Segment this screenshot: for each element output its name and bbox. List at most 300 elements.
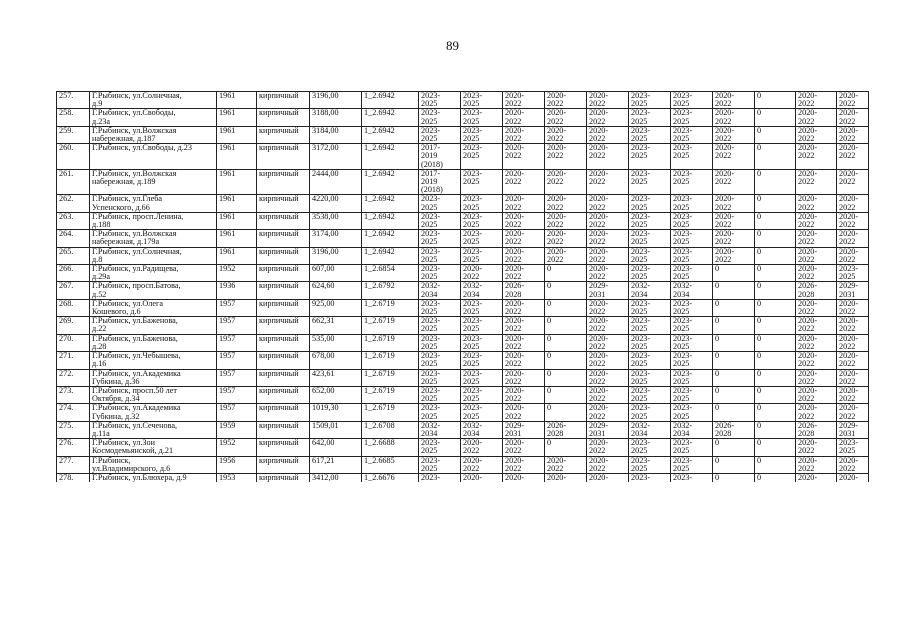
- cell-period-2: 2023- 2025: [461, 126, 503, 143]
- cell-period-2: 2023- 2025: [461, 212, 503, 229]
- cell-period-1: 2023- 2025: [419, 369, 461, 386]
- cell-year-built: 1952: [217, 265, 257, 282]
- cell-period-7: 2023- 2025: [671, 212, 713, 229]
- cell-period-6: 2023- 2025: [629, 169, 671, 195]
- cell-period-1: 2023- 2025: [419, 265, 461, 282]
- cell-period-6: 2023- 2025: [629, 439, 671, 456]
- cell-wall-material: кирпичный: [257, 282, 310, 299]
- cell-period-10: 2020- 2022: [796, 230, 837, 247]
- cell-period-4: 2020- 2022: [545, 92, 587, 109]
- cell-period-10: 2020- 2022: [796, 352, 837, 369]
- cell-period-1: 2023- 2025: [419, 230, 461, 247]
- cell-period-5: 2020- 2022: [587, 265, 629, 282]
- cell-period-4: 0: [545, 369, 587, 386]
- cell-period-6: 2023- 2025: [629, 317, 671, 334]
- cell-period-5: 2020- 2022: [587, 169, 629, 195]
- cell-period-4: 0: [545, 282, 587, 299]
- cell-period-1: 2023- 2025: [419, 212, 461, 229]
- cell-area: 2444,00: [310, 169, 362, 195]
- cell-period-1: 2032- 2034: [419, 282, 461, 299]
- cell-period-11: 2020- 2022: [837, 299, 869, 316]
- cell-code: 1_2.6719: [362, 352, 419, 369]
- cell-value-9: 0: [755, 334, 796, 351]
- cell-value-9: 0: [755, 144, 796, 170]
- cell-row-number: 261.: [57, 169, 90, 195]
- table-row: [57, 212, 869, 229]
- cell-period-11: 2020- 2022: [837, 352, 869, 369]
- page-number: 89: [446, 38, 459, 53]
- cell-period-6: 2023- 2025: [629, 352, 671, 369]
- cell-year-built: 1957: [217, 317, 257, 334]
- table-row: [57, 92, 869, 109]
- cell-period-3: 2026- 2028: [503, 282, 545, 299]
- table-row: [57, 247, 869, 264]
- cell-wall-material: кирпичный: [257, 404, 310, 421]
- cell-period-5: 2020- 2022: [587, 212, 629, 229]
- cell-period-11: 2020- 2022: [837, 109, 869, 126]
- cell-value-9: 0: [755, 247, 796, 264]
- table-row: [57, 299, 869, 316]
- cell-code: 1_2.6688: [362, 439, 419, 456]
- cell-period-10: 2020- 2022: [796, 299, 837, 316]
- cell-address: Г.Рыбинск, ул.Баженова, д.28: [90, 334, 217, 351]
- cell-period-6: 2023- 2025: [629, 265, 671, 282]
- table-row: [57, 169, 869, 195]
- cell-period-5: 2020- 2022: [587, 126, 629, 143]
- cell-row-number: 275.: [57, 421, 90, 438]
- cell-period-10: 2020- 2022: [796, 126, 837, 143]
- cell-period-10: 2020- 2022: [796, 456, 837, 473]
- cell-period-4: 0: [545, 317, 587, 334]
- cell-period-7: 2032- 2034: [671, 282, 713, 299]
- cell-period-7: 2023- 2025: [671, 439, 713, 456]
- cell-wall-material: кирпичный: [257, 144, 310, 170]
- cell-period-6: 2023- 2025: [629, 456, 671, 473]
- cell-period-4: 0: [545, 439, 587, 456]
- cell-period-6: 2023- 2025: [629, 126, 671, 143]
- cell-code: 1_2.6676: [362, 473, 419, 482]
- cell-row-number: 273.: [57, 386, 90, 403]
- cell-period-5: 2020- 2022: [587, 109, 629, 126]
- cell-period-4: 2020-: [545, 473, 587, 482]
- cell-address: Г.Рыбинск, ул.Владимирского, д.6: [90, 456, 217, 473]
- cell-value-9: 0: [755, 282, 796, 299]
- cell-value-9: 0: [755, 473, 796, 482]
- cell-value-9: 0: [755, 265, 796, 282]
- cell-period-8: 0: [713, 352, 755, 369]
- cell-code: 1_2.6942: [362, 92, 419, 109]
- cell-period-1: 2017- 2019 (2018): [419, 169, 461, 195]
- cell-period-4: 2020- 2022: [545, 144, 587, 170]
- cell-period-11: 2029- 2031: [837, 421, 869, 438]
- cell-period-6: 2023- 2025: [629, 334, 671, 351]
- cell-year-built: 1936: [217, 282, 257, 299]
- cell-period-3: 2020- 2022: [503, 169, 545, 195]
- table-row: [57, 230, 869, 247]
- cell-period-11: 2020- 2022: [837, 317, 869, 334]
- cell-period-6: 2023- 2025: [629, 386, 671, 403]
- table-row: [57, 456, 869, 473]
- cell-area: 624,60: [310, 282, 362, 299]
- cell-period-8: 0: [713, 317, 755, 334]
- table-row: [57, 282, 869, 299]
- cell-period-4: 2020- 2022: [545, 195, 587, 212]
- cell-period-5: 2020- 2022: [587, 456, 629, 473]
- cell-period-1: 2023- 2025: [419, 109, 461, 126]
- cell-period-10: 2026- 2028: [796, 421, 837, 438]
- cell-value-9: 0: [755, 299, 796, 316]
- cell-row-number: 257.: [57, 92, 90, 109]
- cell-period-3: 2020- 2022: [503, 317, 545, 334]
- cell-period-8: 2020- 2022: [713, 109, 755, 126]
- cell-period-2: 2020- 2022: [461, 265, 503, 282]
- cell-year-built: 1961: [217, 195, 257, 212]
- cell-period-4: 2020- 2022: [545, 230, 587, 247]
- cell-period-4: 0: [545, 334, 587, 351]
- cell-period-10: 2020- 2022: [796, 195, 837, 212]
- cell-period-2: 2023- 2025: [461, 299, 503, 316]
- cell-wall-material: кирпичный: [257, 126, 310, 143]
- cell-period-2: 2023- 2025: [461, 195, 503, 212]
- cell-period-2: 2023- 2025: [461, 169, 503, 195]
- cell-code: 1_2.6942: [362, 144, 419, 170]
- cell-period-11: 2020- 2022: [837, 247, 869, 264]
- cell-period-2: 2023- 2025: [461, 109, 503, 126]
- cell-area: 3174,00: [310, 230, 362, 247]
- cell-row-number: 271.: [57, 352, 90, 369]
- cell-area: 3188,00: [310, 109, 362, 126]
- cell-period-2: 2023- 2025: [461, 352, 503, 369]
- cell-period-8: 0: [713, 456, 755, 473]
- cell-period-3: 2020- 2022: [503, 404, 545, 421]
- cell-period-7: 2023- 2025: [671, 144, 713, 170]
- cell-address: Г.Рыбинск, ул.Радищева, д.29а: [90, 265, 217, 282]
- cell-period-6: 2023- 2025: [629, 195, 671, 212]
- cell-period-4: 2020- 2022: [545, 169, 587, 195]
- cell-year-built: 1961: [217, 144, 257, 170]
- cell-wall-material: кирпичный: [257, 247, 310, 264]
- cell-wall-material: кирпичный: [257, 456, 310, 473]
- cell-code: 1_2.6685: [362, 456, 419, 473]
- housing-registry-table: [56, 91, 869, 482]
- cell-row-number: 274.: [57, 404, 90, 421]
- cell-period-1: 2023- 2025: [419, 195, 461, 212]
- table-row: [57, 404, 869, 421]
- cell-period-3: 2029- 2031: [503, 421, 545, 438]
- cell-period-5: 2020- 2022: [587, 334, 629, 351]
- cell-value-9: 0: [755, 352, 796, 369]
- cell-row-number: 268.: [57, 299, 90, 316]
- cell-period-8: 0: [713, 439, 755, 456]
- cell-period-3: 2020- 2022: [503, 456, 545, 473]
- table-row: [57, 439, 869, 456]
- cell-period-7: 2023- 2025: [671, 456, 713, 473]
- cell-period-10: 2020- 2022: [796, 144, 837, 170]
- cell-code: 1_2.6942: [362, 212, 419, 229]
- cell-period-1: 2023- 2025: [419, 317, 461, 334]
- cell-period-7: 2023- 2025: [671, 126, 713, 143]
- cell-period-7: 2032- 2034: [671, 421, 713, 438]
- cell-address: Г.Рыбинск, ул.Свободы, д.23а: [90, 109, 217, 126]
- cell-period-4: 2020- 2022: [545, 212, 587, 229]
- cell-period-3: 2020- 2022: [503, 386, 545, 403]
- cell-period-7: 2023- 2025: [671, 299, 713, 316]
- cell-wall-material: кирпичный: [257, 439, 310, 456]
- cell-year-built: 1961: [217, 92, 257, 109]
- cell-period-1: 2023- 2025: [419, 126, 461, 143]
- cell-period-7: 2023- 2025: [671, 92, 713, 109]
- cell-value-9: 0: [755, 317, 796, 334]
- cell-period-2: 2023- 2025: [461, 230, 503, 247]
- cell-period-11: 2023- 2025: [837, 439, 869, 456]
- cell-period-4: 0: [545, 299, 587, 316]
- cell-period-7: 2023- 2025: [671, 109, 713, 126]
- cell-row-number: 265.: [57, 247, 90, 264]
- cell-row-number: 278.: [57, 473, 90, 482]
- cell-period-4: 0: [545, 386, 587, 403]
- cell-code: 1_2.6708: [362, 421, 419, 438]
- table-row: [57, 144, 869, 170]
- cell-period-4: 2020- 2022: [545, 126, 587, 143]
- cell-area: 3196,00: [310, 247, 362, 264]
- cell-period-8: 2020- 2022: [713, 126, 755, 143]
- cell-period-3: 2020- 2022: [503, 230, 545, 247]
- cell-period-3: 2020- 2022: [503, 126, 545, 143]
- cell-row-number: 266.: [57, 265, 90, 282]
- cell-code: 1_2.6942: [362, 126, 419, 143]
- cell-code: 1_2.6942: [362, 109, 419, 126]
- cell-period-7: 2023-: [671, 473, 713, 482]
- cell-period-2: 2020- 2022: [461, 456, 503, 473]
- cell-year-built: 1957: [217, 334, 257, 351]
- cell-period-8: 0: [713, 404, 755, 421]
- cell-period-11: 2020- 2022: [837, 126, 869, 143]
- cell-wall-material: кирпичный: [257, 169, 310, 195]
- cell-period-10: 2020- 2022: [796, 212, 837, 229]
- cell-address: Г.Рыбинск, ул.Зои Космодемьянской, д.21: [90, 439, 217, 456]
- cell-period-10: 2020- 2022: [796, 439, 837, 456]
- cell-period-6: 2032- 2034: [629, 282, 671, 299]
- cell-code: 1_2.6719: [362, 386, 419, 403]
- cell-period-4: 0: [545, 352, 587, 369]
- registry-body: [57, 92, 869, 483]
- cell-period-7: 2023- 2025: [671, 265, 713, 282]
- cell-year-built: 1952: [217, 439, 257, 456]
- cell-period-2: 2023- 2025: [461, 369, 503, 386]
- cell-period-2: 2020- 2022: [461, 439, 503, 456]
- cell-year-built: 1957: [217, 352, 257, 369]
- cell-period-3: 2020-: [503, 473, 545, 482]
- cell-value-9: 0: [755, 109, 796, 126]
- cell-period-11: 2020- 2022: [837, 386, 869, 403]
- cell-period-6: 2023- 2025: [629, 299, 671, 316]
- cell-period-2: 2023- 2025: [461, 334, 503, 351]
- table-row: [57, 386, 869, 403]
- cell-period-4: 0: [545, 265, 587, 282]
- cell-period-5: 2020- 2022: [587, 144, 629, 170]
- cell-value-9: 0: [755, 169, 796, 195]
- cell-area: 662,31: [310, 317, 362, 334]
- cell-period-7: 2023- 2025: [671, 169, 713, 195]
- cell-value-9: 0: [755, 386, 796, 403]
- cell-area: 925,00: [310, 299, 362, 316]
- cell-period-6: 2023- 2025: [629, 144, 671, 170]
- cell-year-built: 1957: [217, 369, 257, 386]
- cell-area: 3538,00: [310, 212, 362, 229]
- cell-row-number: 258.: [57, 109, 90, 126]
- cell-period-10: 2020- 2022: [796, 369, 837, 386]
- table-row: [57, 334, 869, 351]
- cell-period-8: 2026- 2028: [713, 421, 755, 438]
- cell-year-built: 1957: [217, 404, 257, 421]
- cell-value-9: 0: [755, 195, 796, 212]
- cell-code: 1_2.6942: [362, 247, 419, 264]
- cell-row-number: 269.: [57, 317, 90, 334]
- cell-row-number: 276.: [57, 439, 90, 456]
- cell-period-3: 2020- 2022: [503, 109, 545, 126]
- cell-period-6: 2023- 2025: [629, 404, 671, 421]
- cell-period-1: 2032- 2034: [419, 421, 461, 438]
- cell-wall-material: кирпичный: [257, 369, 310, 386]
- cell-period-3: 2020- 2022: [503, 299, 545, 316]
- cell-period-3: 2020- 2022: [503, 439, 545, 456]
- cell-period-7: 2023- 2025: [671, 369, 713, 386]
- cell-row-number: 272.: [57, 369, 90, 386]
- cell-year-built: 1961: [217, 212, 257, 229]
- cell-period-5: 2020- 2022: [587, 317, 629, 334]
- cell-value-9: 0: [755, 126, 796, 143]
- cell-year-built: 1961: [217, 126, 257, 143]
- cell-area: 652,00: [310, 386, 362, 403]
- cell-area: 3412,00: [310, 473, 362, 482]
- cell-period-5: 2020- 2022: [587, 230, 629, 247]
- cell-area: 535,00: [310, 334, 362, 351]
- cell-period-8: 0: [713, 473, 755, 482]
- cell-period-1: 2023-: [419, 473, 461, 482]
- cell-area: 3196,00: [310, 92, 362, 109]
- cell-period-2: 2023- 2025: [461, 247, 503, 264]
- cell-period-8: 2020- 2022: [713, 92, 755, 109]
- cell-period-7: 2023- 2025: [671, 317, 713, 334]
- cell-period-3: 2020- 2022: [503, 352, 545, 369]
- cell-area: 3172,00: [310, 144, 362, 170]
- cell-period-2: 2023- 2025: [461, 92, 503, 109]
- cell-wall-material: кирпичный: [257, 230, 310, 247]
- cell-period-7: 2023- 2025: [671, 386, 713, 403]
- cell-period-2: 2023- 2025: [461, 317, 503, 334]
- cell-period-10: 2020- 2022: [796, 92, 837, 109]
- table-row: [57, 195, 869, 212]
- cell-period-4: 2020- 2022: [545, 247, 587, 264]
- cell-address: Г.Рыбинск, ул.Солнечная, д.9: [90, 92, 217, 109]
- cell-year-built: 1953: [217, 473, 257, 482]
- cell-period-5: 2020- 2022: [587, 195, 629, 212]
- cell-period-1: 2023- 2025: [419, 404, 461, 421]
- cell-row-number: 267.: [57, 282, 90, 299]
- cell-address: Г.Рыбинск, ул.Баженова, д.22: [90, 317, 217, 334]
- cell-period-1: 2023- 2025: [419, 92, 461, 109]
- cell-code: 1_2.6719: [362, 369, 419, 386]
- cell-year-built: 1957: [217, 386, 257, 403]
- cell-year-built: 1961: [217, 169, 257, 195]
- cell-row-number: 270.: [57, 334, 90, 351]
- cell-area: 617,21: [310, 456, 362, 473]
- cell-year-built: 1956: [217, 456, 257, 473]
- cell-period-3: 2020- 2022: [503, 334, 545, 351]
- cell-address: Г.Рыбинск, ул.Блюхера, д.9: [90, 473, 217, 482]
- cell-wall-material: кирпичный: [257, 299, 310, 316]
- table-row: [57, 317, 869, 334]
- cell-row-number: 264.: [57, 230, 90, 247]
- cell-code: 1_2.6854: [362, 265, 419, 282]
- cell-wall-material: кирпичный: [257, 421, 310, 438]
- cell-period-8: 2020- 2022: [713, 144, 755, 170]
- cell-address: Г.Рыбинск, ул.Волжская набережная, д.189: [90, 169, 217, 195]
- cell-period-3: 2020- 2022: [503, 265, 545, 282]
- cell-year-built: 1957: [217, 299, 257, 316]
- cell-wall-material: кирпичный: [257, 109, 310, 126]
- cell-area: 678,00: [310, 352, 362, 369]
- cell-period-8: 2020- 2022: [713, 212, 755, 229]
- cell-period-5: 2020- 2022: [587, 247, 629, 264]
- cell-period-8: 2020- 2022: [713, 169, 755, 195]
- table-row: [57, 265, 869, 282]
- cell-wall-material: кирпичный: [257, 386, 310, 403]
- cell-period-4: 0: [545, 404, 587, 421]
- cell-value-9: 0: [755, 456, 796, 473]
- cell-address: Г.Рыбинск, ул.Солнечная, д.8: [90, 247, 217, 264]
- cell-period-11: 2020- 2022: [837, 456, 869, 473]
- cell-period-10: 2020- 2022: [796, 334, 837, 351]
- cell-period-1: 2023- 2025: [419, 456, 461, 473]
- cell-period-10: 2020- 2022: [796, 317, 837, 334]
- cell-period-2: 2032- 2034: [461, 421, 503, 438]
- cell-period-11: 2020- 2022: [837, 169, 869, 195]
- cell-wall-material: кирпичный: [257, 265, 310, 282]
- cell-period-3: 2020- 2022: [503, 247, 545, 264]
- cell-period-6: 2023- 2025: [629, 212, 671, 229]
- cell-row-number: 277.: [57, 456, 90, 473]
- cell-code: 1_2.6942: [362, 195, 419, 212]
- cell-year-built: 1961: [217, 230, 257, 247]
- cell-area: 1019,30: [310, 404, 362, 421]
- cell-row-number: 260.: [57, 144, 90, 170]
- cell-address: Г.Рыбинск, просп.Ленина, д.188: [90, 212, 217, 229]
- cell-period-2: 2023- 2025: [461, 144, 503, 170]
- cell-period-7: 2023- 2025: [671, 195, 713, 212]
- cell-period-8: 0: [713, 265, 755, 282]
- cell-code: 1_2.6942: [362, 230, 419, 247]
- cell-period-7: 2023- 2025: [671, 404, 713, 421]
- cell-period-11: 2020- 2022: [837, 144, 869, 170]
- cell-value-9: 0: [755, 212, 796, 229]
- cell-period-8: 0: [713, 369, 755, 386]
- cell-address: Г.Рыбинск, ул.Волжская набережная, д.179а: [90, 230, 217, 247]
- cell-period-5: 2020- 2022: [587, 352, 629, 369]
- cell-period-7: 2023- 2025: [671, 230, 713, 247]
- cell-year-built: 1961: [217, 247, 257, 264]
- cell-row-number: 263.: [57, 212, 90, 229]
- cell-address: Г.Рыбинск, ул.Глеба Успенского, д.66: [90, 195, 217, 212]
- cell-area: 4220,00: [310, 195, 362, 212]
- cell-period-6: 2023- 2025: [629, 92, 671, 109]
- cell-period-5: 2029- 2031: [587, 421, 629, 438]
- cell-period-8: 0: [713, 282, 755, 299]
- cell-period-2: 2032- 2034: [461, 282, 503, 299]
- cell-value-9: 0: [755, 92, 796, 109]
- cell-value-9: 0: [755, 404, 796, 421]
- cell-period-8: 0: [713, 386, 755, 403]
